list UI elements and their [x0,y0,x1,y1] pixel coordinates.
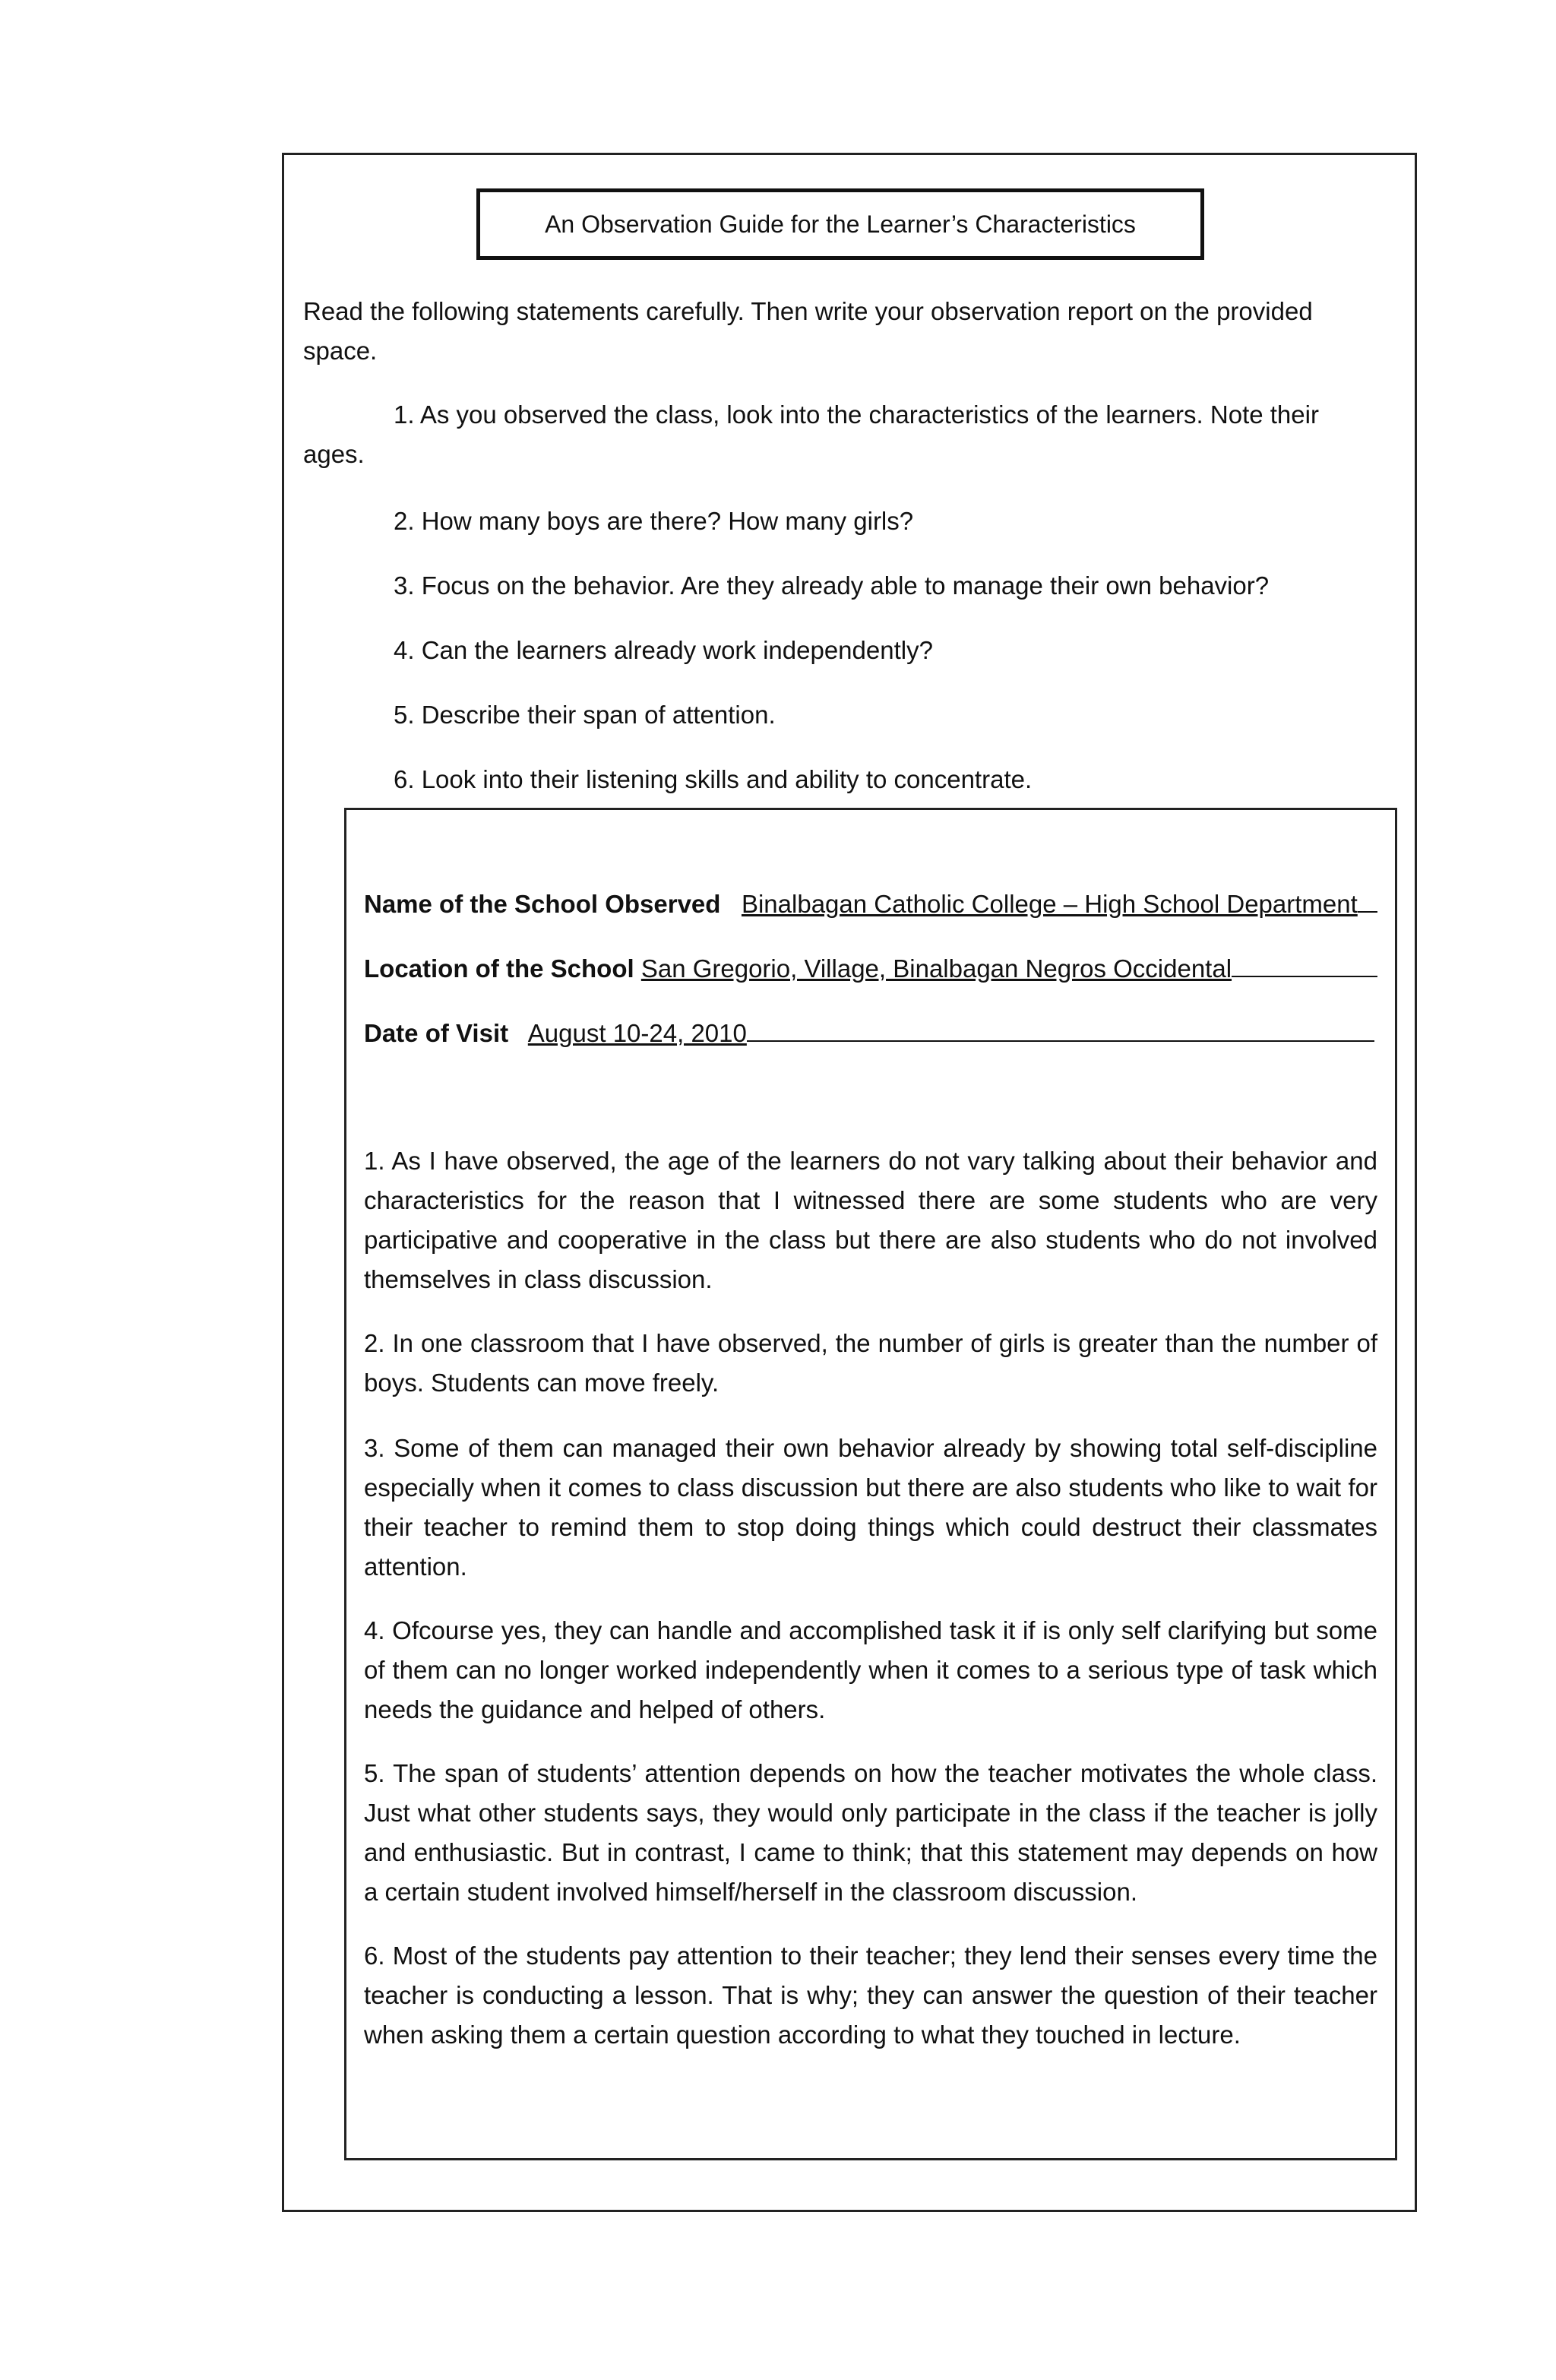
visit-date-fill-line [747,1011,1374,1042]
school-name-label: Name of the School Observed [364,890,721,918]
question-2: 2. How many boys are there? How many girls? [394,507,914,535]
answer-4: 4. Ofcourse yes, they can handle and accomplished task it if is only self clarifying but some of them can no longer worked independently when it comes to a serious type of task which needs the guidance and helped of others. [364,1616,1377,1723]
school-location-value: San Gregorio, Village, Binalbagan Negros Occidental [640,954,1232,983]
question-6: 6. Look into their listening skills and ability to concentrate. [394,765,1033,793]
school-location-fill-line [1232,947,1377,977]
answer-1: 1. As I have observed, the age of the learners do not vary talking about their behavior and characteristics for the reason that I witnessed there are some students who are very participative and cooperative in the class but there are also students who do not involved themselves in class discussion. [364,1147,1377,1293]
question-4: 4. Can the learners already work independently? [394,636,933,664]
visit-date-label: Date of Visit [364,1019,509,1047]
form-title [476,188,1204,260]
visit-date-value: August 10-24, 2010 [527,1019,747,1047]
question-3: 3. Focus on the behavior. Are they already able to manage their own behavior? [394,571,1270,600]
school-name-value: Binalbagan Catholic College – High School Department [741,890,1358,918]
school-name-fill-line [1358,882,1377,913]
visit-date-field [364,1011,1377,1053]
question-5: 5. Describe their span of attention. [394,701,776,729]
school-location-label: Location of the School [364,954,634,983]
form-title-text: An Observation Guide for the Learner’s Characteristics [545,210,1136,238]
answer-3: 3. Some of them can managed their own behavior already by showing total self-discipline especially when it comes to class discussion but there are also students who like to wait for their teacher to remind them to stop doing things which could destruct their classmates attention. [364,1434,1377,1581]
answer-2: 2. In one classroom that I have observed, the number of girls is greater than the number of boys. Students can move freely. [364,1329,1377,1397]
school-location-field [364,947,1377,989]
question-1: 1. As you observed the class, look into the characteristics of the learners. Note their ages. [303,400,1319,468]
answer-5: 5. The span of students’ attention depends on how the teacher motivates the whole class. Just what other students says, they would only participate in the class if the teacher is jolly and enthusiastic. But in contrast, I came to think; that this statement may depends on how a certain student involved himself/herself in the classroom discussion. [364,1759,1377,1906]
instructions: Read the following statements carefully. Then write your observation report on the provided space. [303,297,1313,365]
school-name-field [364,882,1377,924]
answer-6: 6. Most of the students pay attention to their teacher; they lend their senses every time the teacher is conducting a lesson. That is why; they can answer the question of their teacher when asking them a certain question according to what they touched in lecture. [364,1942,1377,2049]
